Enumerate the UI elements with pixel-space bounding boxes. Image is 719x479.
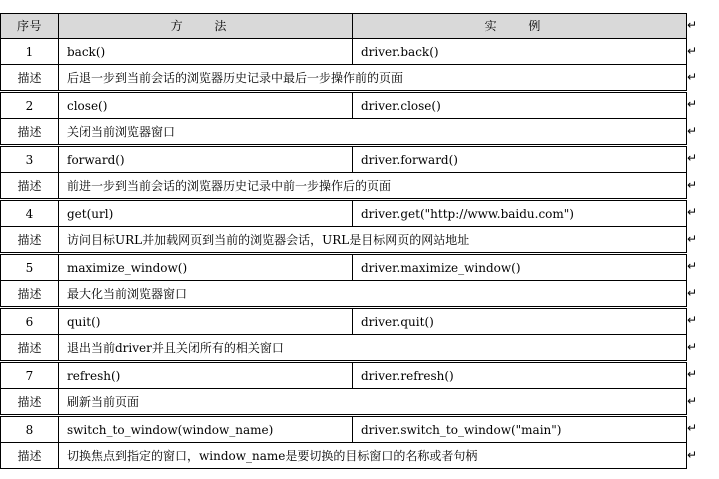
- paragraph-mark-icon: ↵: [686, 151, 697, 165]
- paragraph-mark-icon: ↵: [686, 70, 697, 84]
- description-row: [1, 443, 687, 469]
- paragraph-mark-icon: ↵: [686, 286, 697, 300]
- method-row: [1, 308, 687, 335]
- example-code: driver.refresh(): [353, 362, 687, 389]
- paragraph-mark-icon: ↵: [686, 259, 697, 273]
- description-text: 前进一步到当前会话的浏览器历史记录中前一步操作后的页面: [59, 173, 687, 200]
- paragraph-mark-icon: ↵: [686, 340, 697, 354]
- paragraph-mark-icon: ↵: [686, 421, 697, 435]
- description-label: 描述: [1, 443, 59, 469]
- paragraph-mark-icon: ↵: [686, 367, 697, 381]
- description-row: [1, 119, 687, 146]
- description-label: 描述: [1, 335, 59, 362]
- methods-table: [0, 13, 687, 469]
- description-label: 描述: [1, 173, 59, 200]
- method-name: quit(): [59, 308, 353, 335]
- method-row: [1, 200, 687, 227]
- paragraph-mark-icon: ↵: [686, 97, 697, 111]
- description-row: [1, 335, 687, 362]
- paragraph-mark-icon: ↵: [686, 313, 697, 327]
- row-number: 1: [1, 39, 59, 65]
- method-name: close(): [59, 92, 353, 119]
- description-text: 退出当前driver并且关闭所有的相关窗口: [59, 335, 687, 362]
- description-label: 描述: [1, 227, 59, 254]
- paragraph-mark-icon: ↵: [686, 394, 697, 408]
- example-code: driver.quit(): [353, 308, 687, 335]
- method-name: switch_to_window(window_name): [59, 416, 353, 443]
- method-row: [1, 39, 687, 65]
- example-code: driver.get("http://www.baidu.com"): [353, 200, 687, 227]
- method-name: back(): [59, 39, 353, 65]
- description-text: 切换焦点到指定的窗口，window_name是要切换的目标窗口的名称或者句柄: [59, 443, 687, 469]
- description-text: 访问目标URL并加载网页到当前的浏览器会话，URL是目标网页的网站地址: [59, 227, 687, 254]
- description-row: [1, 389, 687, 416]
- description-text: 后退一步到当前会话的浏览器历史记录中最后一步操作前的页面: [59, 65, 687, 92]
- paragraph-mark-icon: ↵: [686, 232, 697, 246]
- method-row: [1, 416, 687, 443]
- header-example: 实 例: [353, 14, 687, 39]
- paragraph-mark-icon: ↵: [686, 18, 697, 32]
- example-code: driver.close(): [353, 92, 687, 119]
- row-number: 4: [1, 200, 59, 227]
- example-code: driver.maximize_window(): [353, 254, 687, 281]
- description-text: 关闭当前浏览器窗口: [59, 119, 687, 146]
- description-label: 描述: [1, 281, 59, 308]
- method-row: [1, 254, 687, 281]
- paragraph-mark-icon: ↵: [686, 205, 697, 219]
- row-number: 7: [1, 362, 59, 389]
- description-label: 描述: [1, 119, 59, 146]
- row-number: 6: [1, 308, 59, 335]
- method-row: [1, 146, 687, 173]
- header-row: [1, 14, 687, 39]
- description-row: [1, 227, 687, 254]
- header-method: 方 法: [59, 14, 353, 39]
- header-num: 序号: [1, 14, 59, 39]
- description-row: [1, 173, 687, 200]
- paragraph-mark-icon: ↵: [686, 178, 697, 192]
- method-row: [1, 362, 687, 389]
- method-row: [1, 92, 687, 119]
- table-body: [1, 14, 687, 469]
- row-number: 2: [1, 92, 59, 119]
- method-name: get(url): [59, 200, 353, 227]
- description-text: 最大化当前浏览器窗口: [59, 281, 687, 308]
- row-number: 8: [1, 416, 59, 443]
- description-label: 描述: [1, 389, 59, 416]
- method-name: refresh(): [59, 362, 353, 389]
- example-code: driver.back(): [353, 39, 687, 65]
- description-text: 刷新当前页面: [59, 389, 687, 416]
- example-code: driver.forward(): [353, 146, 687, 173]
- row-number: 5: [1, 254, 59, 281]
- method-name: forward(): [59, 146, 353, 173]
- description-row: [1, 65, 687, 92]
- row-number: 3: [1, 146, 59, 173]
- paragraph-mark-icon: ↵: [686, 43, 697, 58]
- description-label: 描述: [1, 65, 59, 92]
- description-row: [1, 281, 687, 308]
- example-code: driver.switch_to_window("main"): [353, 416, 687, 443]
- method-name: maximize_window(): [59, 254, 353, 281]
- paragraph-mark-icon: ↵: [686, 124, 697, 138]
- paragraph-mark-icon: ↵: [686, 447, 697, 462]
